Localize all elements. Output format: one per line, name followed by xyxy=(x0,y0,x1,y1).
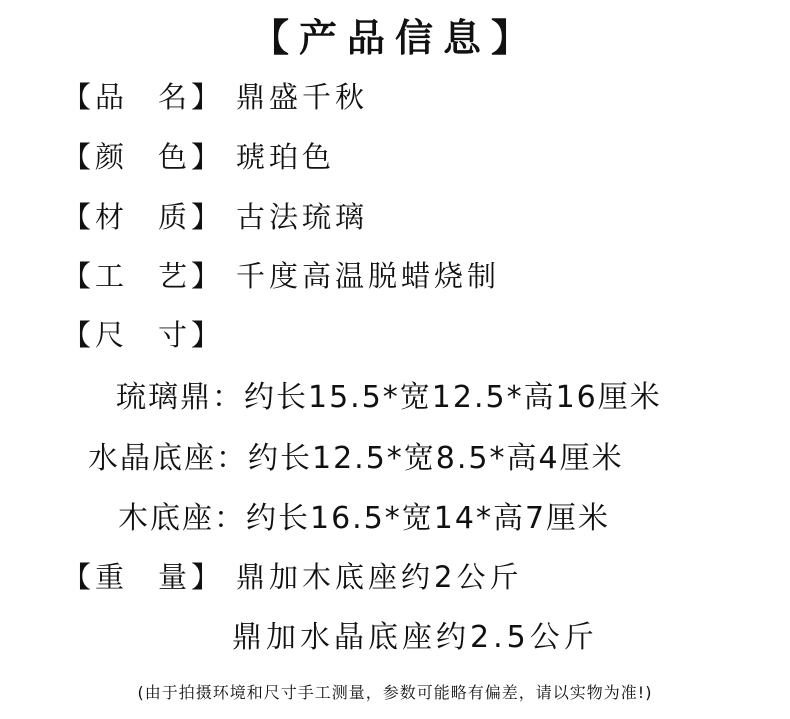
field-label xyxy=(62,75,234,116)
weight-extra: 鼎加水晶底座约2.5公斤 xyxy=(232,620,598,655)
field-label xyxy=(62,195,234,236)
field-row-weight xyxy=(62,553,522,597)
label-close: 质】 xyxy=(158,199,225,234)
label-open: 【品 xyxy=(62,79,129,114)
label-open: 【尺 xyxy=(62,317,129,352)
label-close: 名】 xyxy=(158,79,225,114)
label-close: 量】 xyxy=(158,559,225,594)
field-row-material xyxy=(62,193,368,237)
page-title: 【产品信息】 xyxy=(250,15,539,60)
field-value: 古法琉璃 xyxy=(236,199,369,234)
dimension-glaze-ding: 琉璃鼎：约长15.5*宽12.5*高16厘米 xyxy=(116,380,662,415)
field-value: 琥珀色 xyxy=(236,139,336,174)
dimension-crystal-base: 水晶底座：约长12.5*宽8.5*高4厘米 xyxy=(88,441,624,476)
field-label xyxy=(62,555,234,596)
field-label xyxy=(62,135,234,176)
field-label xyxy=(62,313,234,354)
disclaimer-note: (由于拍摄环境和尺寸手工测量，参数可能略有偏差，请以实物为准!) xyxy=(137,683,653,702)
label-open: 【重 xyxy=(62,559,129,594)
field-value: 鼎加木底座约2公斤 xyxy=(236,559,523,594)
field-row-size xyxy=(62,311,236,355)
field-row-color xyxy=(62,133,335,177)
label-open: 【材 xyxy=(62,199,129,234)
field-row-name xyxy=(62,73,368,117)
field-value: 鼎盛千秋 xyxy=(236,79,369,114)
label-open: 【工 xyxy=(62,258,129,293)
field-value: 千度高温脱蜡烧制 xyxy=(236,258,501,293)
field-label xyxy=(62,254,234,295)
dimension-wood-base: 木底座：约长16.5*宽14*高7厘米 xyxy=(118,501,611,536)
label-close: 寸】 xyxy=(158,317,225,352)
label-close: 色】 xyxy=(158,139,225,174)
label-close: 艺】 xyxy=(158,258,225,293)
field-row-craft xyxy=(62,252,500,296)
label-open: 【颜 xyxy=(62,139,129,174)
